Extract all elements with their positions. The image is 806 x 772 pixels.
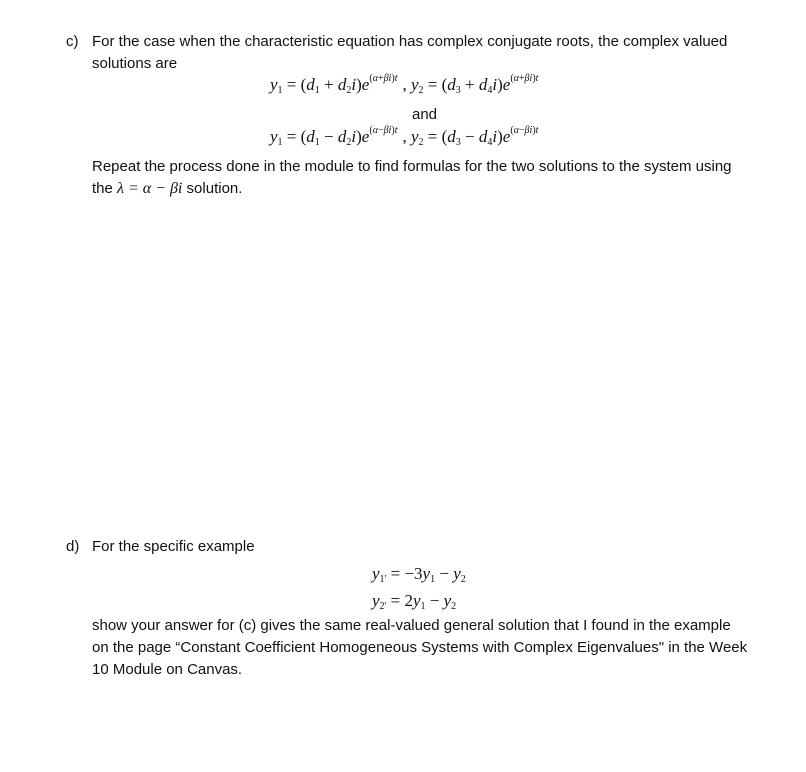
equation-d-1: $y_{1'} = -3y_1 - y_2$ — [372, 564, 466, 585]
part-c-repeat — [92, 156, 732, 200]
show-line-2: on the page “Constant Coefficient Homogeneous Systems with Complex Eigenvalues" in the Week — [92, 639, 748, 656]
equation-c-1: $y_1 = (d_1 + d_2i)e^{(\alpha+\beta i)t}$ , $y_2 = (d_3 + d_4i)e^{(\alpha+\beta i)t}$ — [270, 73, 539, 96]
part-c-intro-line-2: solutions are — [92, 55, 178, 72]
eq2-y1: $y_1 = (d_1 - d_2i)e^{(\alpha-\beta i)t}$ — [270, 125, 398, 148]
eq2-y2: $y_2 = (d_3 - d_4i)e^{(\alpha-\beta i)t}$ — [410, 125, 539, 148]
part-c-intro — [92, 31, 727, 75]
equation-c-2: $y_1 = (d_1 - d_2i)e^{(\alpha-\beta i)t}$ , $y_2 = (d_3 - d_4i)e^{(\alpha-\beta i)t}$ — [270, 125, 539, 148]
equation-d-2: $y_{2'} = 2y_1 - y_2$ — [372, 591, 457, 612]
eq1-y1: $y_1 = (d_1 + d_2i)e^{(\alpha+\beta i)t}$ — [270, 73, 398, 96]
repeat-line-2 — [92, 178, 732, 200]
show-line-3: 10 Module on Canvas. — [92, 661, 243, 678]
part-c-label: c) — [66, 33, 79, 50]
eq1-y2: $y_2 = (d_3 + d_4i)e^{(\alpha+\beta i)t}$ — [410, 73, 539, 96]
show-line-1: show your answer for (c) gives the same real-valued general solution that I found in the example — [92, 617, 731, 634]
part-c-intro-line-1: For the case when the characteristic equation has complex conjugate roots, the complex valued — [92, 33, 728, 50]
part-d-show — [92, 615, 747, 681]
repeat-line-2-suffix: solution. — [186, 180, 243, 197]
repeat-line-2-prefix: the — [92, 180, 113, 197]
part-d-label: d) — [66, 538, 80, 555]
and-text: and — [412, 106, 438, 123]
lambda-expression: λ = α − βi — [117, 180, 183, 197]
part-d-intro: For the specific example — [92, 538, 255, 555]
repeat-line-1: Repeat the process done in the module to find formulas for the two solutions to the system using — [92, 158, 732, 175]
